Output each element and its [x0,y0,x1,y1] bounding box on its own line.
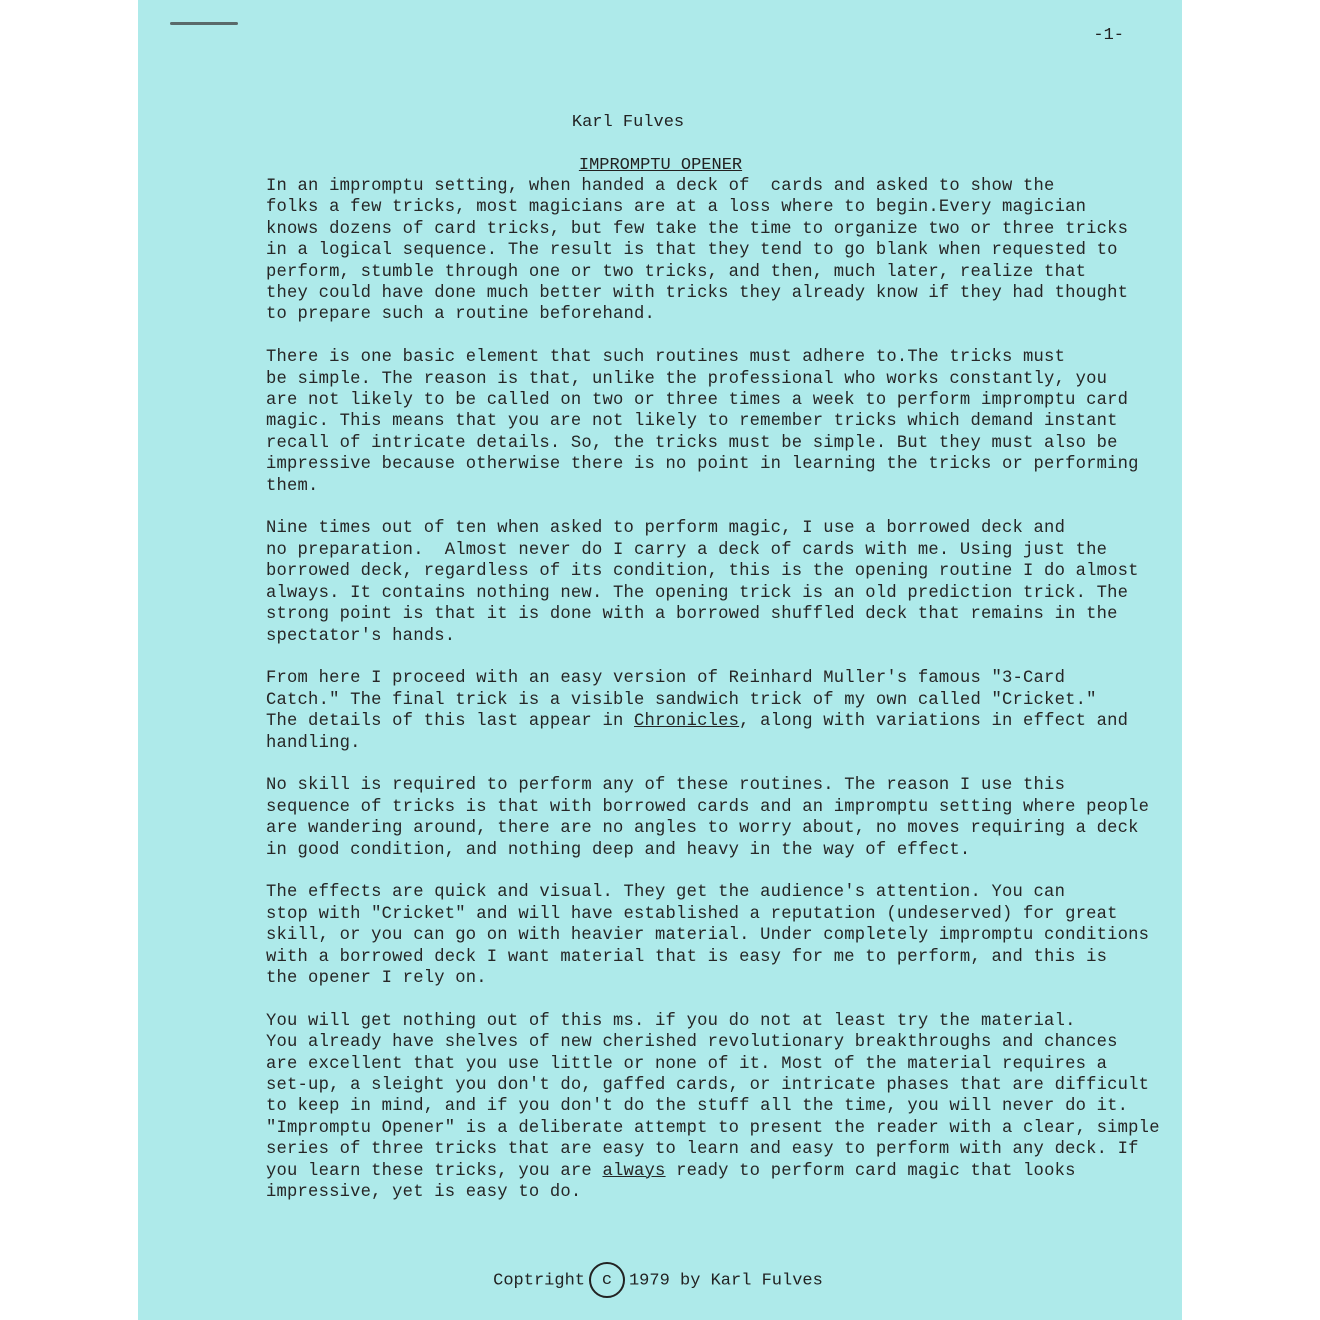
text-line: series of three tricks that are easy to learn and easy to perform with any deck. If [266,1140,1139,1160]
text-line: impressive because otherwise there is no point in learning the tricks or performing [266,455,1139,475]
text-line: "Impromptu Opener" is a deliberate attempt to present the reader with a clear, simple [266,1118,1160,1138]
text-line [212,1161,1132,1182]
text-line: sequence of tricks is that with borrowed cards and an impromptu setting where people [266,797,1150,817]
paragraph-3 [212,518,1139,646]
copyright-circle-icon: c [589,1262,625,1298]
text-line: perform, stumble through one or two tricks, and then, much later, realize that [266,262,1087,282]
document-body [212,176,1160,1225]
author-name: Karl Fulves [571,113,685,132]
paragraph-2 [212,347,1139,497]
text-line: knows dozens of card tricks, but few take the time to organize two or three tricks [266,219,1129,239]
text-line: In an impromptu setting, when handed a deck of cards and asked to show the [266,177,1055,196]
text-line: impressive, yet is easy to do. [266,1183,582,1202]
text-line: Nine times out of ten when asked to perform magic, I use a borrowed deck and [266,519,1066,539]
copyright-footer [138,1262,1178,1298]
text-fragment: ready to perform card magic that looks [665,1161,1076,1181]
text-line: be simple. The reason is that, unlike the professional who works constantly, you [266,369,1108,389]
title-text: IMPROMPTU OPENER [578,156,743,175]
paragraph-4 [212,668,1132,754]
text-line: in a logical sequence. The result is that they tend to go blank when requested to [266,241,1118,261]
text-line: No skill is required to perform any of these routines. The reason I use this [266,776,1066,796]
pen-mark [170,22,238,25]
text-line: them. [266,476,319,496]
text-line: always. It contains nothing new. The opening trick is an old prediction trick. The [266,583,1129,603]
paragraph-6 [212,882,1150,989]
paragraph-5 [212,775,1150,861]
text-line: Catch." The final trick is a visible sandwich trick of my own called "Cricket." [266,690,1097,710]
text-fragment: you learn these tricks, you are [266,1161,603,1181]
document-title [138,156,1182,175]
text-line: folks a few tricks, most magicians are at a loss where to begin.Every magician [266,198,1087,218]
text-line: From here I proceed with an easy version of Reinhard Muller's famous "3-Card [266,669,1066,689]
text-line: skill, or you can go on with heavier material. Under completely impromptu conditions [266,926,1150,946]
book-title-chronicles: Chronicles [634,712,740,732]
emphasis-always: always [602,1161,666,1181]
text-line: handling. [266,733,361,753]
text-line: are excellent that you use little or none of it. Most of the material requires a [266,1054,1108,1074]
text-line: The effects are quick and visual. They get the audience's attention. You can [266,883,1066,903]
copyright-text: 1979 by Karl Fulves [628,1271,823,1291]
text-line: You will get nothing out of this ms. if you do not at least try the material. [266,1011,1076,1031]
text-line: to prepare such a routine beforehand. [266,305,656,325]
text-line: no preparation. Almost never do I carry a deck of cards with me. Using just the [266,540,1108,560]
text-line: magic. This means that you are not likely to remember tricks which demand instant [266,412,1118,432]
text-fragment: , along with variations in effect and [739,712,1129,732]
text-line: they could have done much better with tricks they already know if they had thought [266,284,1129,304]
text-line: You already have shelves of new cherished revolutionary breakthroughs and chances [266,1033,1118,1053]
text-line: strong point is that it is done with a borrowed shuffled deck that remains in the [266,605,1118,625]
paragraph-7 [212,1011,1160,1204]
text-line: in good condition, and nothing deep and heavy in the way of effect. [266,840,971,860]
paragraph-1 [212,176,1132,326]
text-line: recall of intricate details. So, the tricks must be simple. But they must also be [266,433,1118,453]
text-line: spectator's hands. [266,626,456,646]
text-line: stop with "Cricket" and will have established a reputation (undeserved) for great [266,904,1118,924]
text-line: set-up, a sleight you don't do, gaffed cards, or intricate phases that are difficult [266,1075,1150,1095]
document-page [138,0,1182,1320]
page-number: -1- [1093,26,1124,45]
text-line: are wandering around, there are no angles to worry about, no moves requiring a deck [266,819,1139,839]
text-line [212,711,1132,732]
text-line: with a borrowed deck I want material that is easy for me to perform, and this is [266,947,1108,967]
text-line: There is one basic element that such routines must adhere to.The tricks must [266,348,1066,368]
text-line: borrowed deck, regardless of its condition, this is the opening routine I do almost [266,562,1139,582]
text-line: to keep in mind, and if you don't do the stuff all the time, you will never do it. [266,1097,1129,1117]
copyright-label: Coptright [493,1271,585,1291]
text-fragment: The details of this last appear in [266,712,634,732]
text-line: are not likely to be called on two or three times a week to perform impromptu card [266,391,1129,411]
text-line: the opener I rely on. [266,968,487,988]
